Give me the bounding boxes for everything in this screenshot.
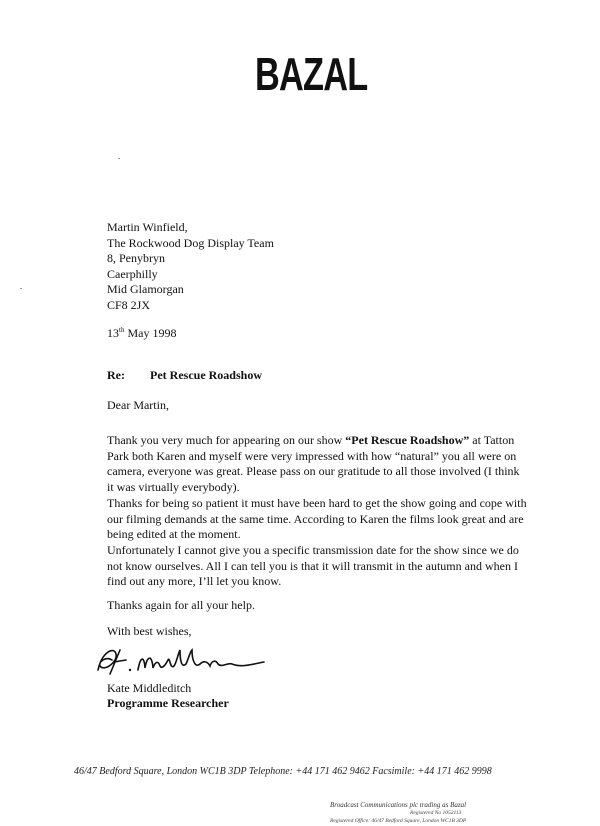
handwritten-signature xyxy=(92,640,282,680)
body-paragraph-3: Unfortunately I cannot give you a specific transmission date for the show since we do not know ourselves. All I can tell you is that it will transmit in the autumn and when I find out any more, I’ll let you know. xyxy=(107,543,519,588)
scan-speck xyxy=(20,288,22,289)
signer-name: Kate Middleditch xyxy=(107,681,192,695)
address-line: The Rockwood Dog Display Team xyxy=(107,235,274,250)
salutation: Dear Martin, xyxy=(107,398,169,412)
footer-registered-number: Registered No 1052113 xyxy=(410,810,462,816)
company-logo: BAZAL xyxy=(255,48,368,101)
subject-label: Re: xyxy=(107,368,125,382)
address-line: CF8 2JX xyxy=(107,297,151,312)
signer-block xyxy=(107,681,229,711)
footer-registered-office: Registered Office: 46/47 Bedford Square, London WC1B 3DP xyxy=(330,818,467,824)
closing: With best wishes, xyxy=(107,624,192,638)
footer-address: 46/47 Bedford Square, London WC1B 3DP Telephone: +44 171 462 9462 Facsimile: +44 171 462 9998 xyxy=(74,766,492,777)
footer-company: Broadcast Communications plc trading as Bazal xyxy=(330,801,467,809)
recipient-address xyxy=(107,220,274,314)
letter-date: 13th May 1998 xyxy=(107,326,177,340)
body-paragraph-4: Thanks again for all your help. xyxy=(107,598,255,612)
address-line: Caerphilly xyxy=(107,266,158,281)
subject-text: Pet Rescue Roadshow xyxy=(150,368,262,382)
address-line: Mid Glamorgan xyxy=(107,282,184,297)
subject-line xyxy=(107,368,262,383)
address-line: Martin Winfield, xyxy=(107,220,188,234)
body-paragraph-2: Thanks for being so patient it must have been hard to get the show going and cope with our filming demands at the same time. According to Karen the films look great and are being edited at the moment. xyxy=(107,496,527,541)
signer-title: Programme Researcher xyxy=(107,696,229,710)
body-paragraph-1: Thank you very much for appearing on our show “Pet Rescue Roadshow” at Tatton Park both Karen and myself were very impressed with how “natural” you all were on camera, everyone was great. Please pass on our gratitude to all those involved (I think it was virtually everybody). xyxy=(107,433,520,494)
address-line: 8, Penybryn xyxy=(107,251,165,266)
scan-speck xyxy=(118,158,120,159)
